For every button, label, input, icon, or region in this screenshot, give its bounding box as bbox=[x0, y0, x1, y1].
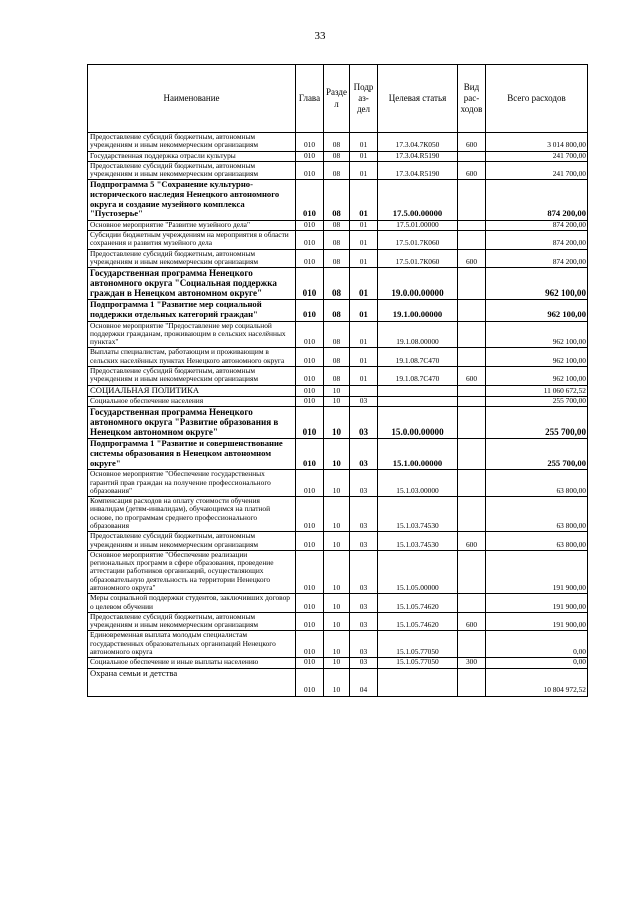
row-amount: 0,00 bbox=[486, 631, 588, 658]
row-name: Государственная поддержка отрасли культуры bbox=[88, 151, 296, 161]
row-amount: 255 700,00 bbox=[486, 397, 588, 407]
table-row bbox=[88, 532, 588, 551]
row-name: Государственная программа Ненецкого автономного округа "Социальная поддержка граждан в Ненецком автономном округе" bbox=[88, 268, 296, 300]
row-podrazdel: 01 bbox=[350, 348, 378, 367]
row-target-article: 17.5.01.7К060 bbox=[378, 231, 458, 250]
row-amount: 874 200,00 bbox=[486, 220, 588, 230]
row-glava: 010 bbox=[296, 133, 324, 152]
row-name: Основное мероприятие "Обеспечение реализации региональных программ в сфере образования, проведение аттестации работников организаций, осуществляющих образовательную деятельность на территории Ненецкого автономного округа" bbox=[88, 550, 296, 593]
row-razdel: 08 bbox=[324, 366, 350, 385]
table-row bbox=[88, 268, 588, 300]
table-row bbox=[88, 658, 588, 668]
row-target-article: 17.3.04.7К050 bbox=[378, 133, 458, 152]
row-podrazdel: 01 bbox=[350, 180, 378, 221]
row-podrazdel: 01 bbox=[350, 268, 378, 300]
table-row bbox=[88, 550, 588, 593]
row-target-article: 15.1.05.74620 bbox=[378, 594, 458, 613]
row-podrazdel: 03 bbox=[350, 470, 378, 497]
table-row bbox=[88, 231, 588, 250]
row-podrazdel: 03 bbox=[350, 594, 378, 613]
row-name: Предоставление субсидий бюджетным, автономным учреждениям и иным некоммерческим организациям bbox=[88, 612, 296, 631]
row-razdel: 10 bbox=[324, 594, 350, 613]
row-name: Основное мероприятие "Предоставление мер социальной поддержки гражданам, проживающим в сельских населённых пунктах" bbox=[88, 321, 296, 348]
row-glava: 010 bbox=[296, 249, 324, 268]
row-podrazdel: 03 bbox=[350, 550, 378, 593]
row-podrazdel: 03 bbox=[350, 397, 378, 407]
row-name: Предоставление субсидий бюджетным, автономным учреждениям и иным некоммерческим организациям bbox=[88, 161, 296, 180]
row-target-article: 15.1.05.00000 bbox=[378, 550, 458, 593]
row-amount: 63 800,00 bbox=[486, 532, 588, 551]
row-expense-type bbox=[458, 231, 486, 250]
row-expense-type bbox=[458, 631, 486, 658]
row-podrazdel: 01 bbox=[350, 231, 378, 250]
row-target-article: 19.1.08.7С470 bbox=[378, 348, 458, 367]
row-expense-type bbox=[458, 550, 486, 593]
row-target-article: 15.1.00.00000 bbox=[378, 439, 458, 470]
row-expense-type bbox=[458, 321, 486, 348]
row-expense-type: 600 bbox=[458, 249, 486, 268]
table-row bbox=[88, 612, 588, 631]
row-podrazdel: 01 bbox=[350, 161, 378, 180]
row-expense-type bbox=[458, 348, 486, 367]
row-amount: 874 200,00 bbox=[486, 249, 588, 268]
table-body bbox=[88, 133, 588, 697]
row-glava: 010 bbox=[296, 532, 324, 551]
row-name: СОЦИАЛЬНАЯ ПОЛИТИКА bbox=[88, 385, 296, 397]
header-total: Всего расходов bbox=[486, 65, 588, 133]
row-target-article: 19.1.08.00000 bbox=[378, 321, 458, 348]
table-row bbox=[88, 470, 588, 497]
row-expense-type: 600 bbox=[458, 532, 486, 551]
row-expense-type bbox=[458, 180, 486, 221]
row-glava: 010 bbox=[296, 439, 324, 470]
row-name: Предоставление субсидий бюджетным, автономным учреждениям и иным некоммерческим организациям bbox=[88, 532, 296, 551]
table-row bbox=[88, 631, 588, 658]
table-row bbox=[88, 348, 588, 367]
table-row bbox=[88, 321, 588, 348]
table-row bbox=[88, 161, 588, 180]
row-razdel: 10 bbox=[324, 658, 350, 668]
row-glava: 010 bbox=[296, 161, 324, 180]
row-podrazdel: 01 bbox=[350, 133, 378, 152]
table-row bbox=[88, 397, 588, 407]
row-name: Предоставление субсидий бюджетным, автономным учреждениям и иным некоммерческим организациям bbox=[88, 249, 296, 268]
row-expense-type bbox=[458, 407, 486, 439]
row-glava: 010 bbox=[296, 231, 324, 250]
row-glava: 010 bbox=[296, 385, 324, 397]
row-glava: 010 bbox=[296, 180, 324, 221]
header-name: Наименование bbox=[88, 65, 296, 133]
row-glava: 010 bbox=[296, 220, 324, 230]
row-glava: 010 bbox=[296, 348, 324, 367]
row-expense-type bbox=[458, 220, 486, 230]
row-name: Меры социальной поддержки студентов, заключивших договор о целевом обучении bbox=[88, 594, 296, 613]
row-razdel: 10 bbox=[324, 532, 350, 551]
table-row bbox=[88, 220, 588, 230]
row-expense-type: 300 bbox=[458, 658, 486, 668]
table-row bbox=[88, 439, 588, 470]
row-name: Социальное обеспечение населения bbox=[88, 397, 296, 407]
row-expense-type: 600 bbox=[458, 612, 486, 631]
row-razdel: 08 bbox=[324, 133, 350, 152]
row-amount: 191 900,00 bbox=[486, 550, 588, 593]
row-expense-type bbox=[458, 668, 486, 696]
row-razdel: 10 bbox=[324, 385, 350, 397]
row-razdel: 10 bbox=[324, 470, 350, 497]
row-name: Основное мероприятие "Обеспечение государственных гарантий прав граждан на получение профессионального образования" bbox=[88, 470, 296, 497]
table-row bbox=[88, 407, 588, 439]
header-vid: Вид рас- ходов bbox=[458, 65, 486, 133]
row-name: Государственная программа Ненецкого автономного округа "Развитие образования в Ненецком автономном округе" bbox=[88, 407, 296, 439]
row-amount: 241 700,00 bbox=[486, 161, 588, 180]
row-name: Подпрограмма 1 "Развитие и совершенствование системы образования в Ненецком автономном округе" bbox=[88, 439, 296, 470]
row-podrazdel: 01 bbox=[350, 366, 378, 385]
row-target-article: 15.1.03.74530 bbox=[378, 497, 458, 532]
row-target-article: 15.1.03.00000 bbox=[378, 470, 458, 497]
row-amount: 874 200,00 bbox=[486, 180, 588, 221]
row-razdel: 08 bbox=[324, 151, 350, 161]
row-razdel: 08 bbox=[324, 161, 350, 180]
header-razdel: Разде л bbox=[324, 65, 350, 133]
row-target-article: 19.1.00.00000 bbox=[378, 300, 458, 321]
row-podrazdel: 01 bbox=[350, 220, 378, 230]
row-target-article: 17.5.01.00000 bbox=[378, 220, 458, 230]
row-amount: 191 900,00 bbox=[486, 612, 588, 631]
row-razdel: 10 bbox=[324, 612, 350, 631]
row-amount: 962 100,00 bbox=[486, 348, 588, 367]
row-glava: 010 bbox=[296, 668, 324, 696]
row-name: Компенсация расходов на оплату стоимости обучения инвалидам (детям-инвалидам), обучающимся на платной основе, по программам среднего профессионального образования bbox=[88, 497, 296, 532]
row-glava: 010 bbox=[296, 497, 324, 532]
row-expense-type bbox=[458, 268, 486, 300]
row-razdel: 10 bbox=[324, 668, 350, 696]
row-podrazdel: 04 bbox=[350, 668, 378, 696]
row-glava: 010 bbox=[296, 407, 324, 439]
row-target-article: 19.0.00.00000 bbox=[378, 268, 458, 300]
row-glava: 010 bbox=[296, 151, 324, 161]
row-razdel: 10 bbox=[324, 439, 350, 470]
table-row bbox=[88, 180, 588, 221]
row-target-article: 19.1.08.7С470 bbox=[378, 366, 458, 385]
row-glava: 010 bbox=[296, 268, 324, 300]
row-podrazdel: 03 bbox=[350, 612, 378, 631]
header-stat: Целевая статья bbox=[378, 65, 458, 133]
row-target-article: 17.3.04.R5190 bbox=[378, 161, 458, 180]
table-row bbox=[88, 249, 588, 268]
row-razdel: 08 bbox=[324, 220, 350, 230]
row-podrazdel: 01 bbox=[350, 300, 378, 321]
row-razdel: 08 bbox=[324, 300, 350, 321]
row-glava: 010 bbox=[296, 631, 324, 658]
row-podrazdel: 01 bbox=[350, 151, 378, 161]
row-glava: 010 bbox=[296, 658, 324, 668]
row-name: Подпрограмма 5 "Сохранение культурно-исторического наследия Ненецкого автономного округа и создание музейного комплекса "Пустозерье" bbox=[88, 180, 296, 221]
row-expense-type bbox=[458, 594, 486, 613]
header-glava: Глава bbox=[296, 65, 324, 133]
row-razdel: 08 bbox=[324, 231, 350, 250]
row-razdel: 08 bbox=[324, 249, 350, 268]
table-row bbox=[88, 497, 588, 532]
row-target-article bbox=[378, 397, 458, 407]
row-razdel: 10 bbox=[324, 397, 350, 407]
row-expense-type bbox=[458, 439, 486, 470]
row-amount: 0,00 bbox=[486, 658, 588, 668]
row-podrazdel: 01 bbox=[350, 249, 378, 268]
row-expense-type: 600 bbox=[458, 366, 486, 385]
row-name: Предоставление субсидий бюджетным, автономным учреждениям и иным некоммерческим организациям bbox=[88, 133, 296, 152]
row-amount: 255 700,00 bbox=[486, 407, 588, 439]
row-name: Социальное обеспечение и иные выплаты населению bbox=[88, 658, 296, 668]
row-expense-type: 600 bbox=[458, 133, 486, 152]
row-name: Подпрограмма 1 "Развитие мер социальной поддержки отдельных категорий граждан" bbox=[88, 300, 296, 321]
row-amount: 10 804 972,52 bbox=[486, 668, 588, 696]
row-razdel: 10 bbox=[324, 631, 350, 658]
row-target-article: 17.3.04.R5190 bbox=[378, 151, 458, 161]
row-podrazdel: 03 bbox=[350, 658, 378, 668]
row-expense-type bbox=[458, 497, 486, 532]
header-podrazdel: Подр аз- дел bbox=[350, 65, 378, 133]
row-name: Предоставление субсидий бюджетным, автономным учреждениям и иным некоммерческим организациям bbox=[88, 366, 296, 385]
budget-table bbox=[87, 64, 588, 697]
row-amount: 63 800,00 bbox=[486, 470, 588, 497]
row-podrazdel: 01 bbox=[350, 321, 378, 348]
row-expense-type bbox=[458, 397, 486, 407]
table-row bbox=[88, 385, 588, 397]
row-podrazdel: 03 bbox=[350, 532, 378, 551]
row-name: Единовременная выплата молодым специалистам государственных образовательных организаций Ненецкого автономного округа bbox=[88, 631, 296, 658]
row-razdel: 08 bbox=[324, 348, 350, 367]
row-razdel: 10 bbox=[324, 497, 350, 532]
row-target-article bbox=[378, 385, 458, 397]
row-target-article: 15.1.05.77050 bbox=[378, 658, 458, 668]
table-row bbox=[88, 366, 588, 385]
row-amount: 962 100,00 bbox=[486, 366, 588, 385]
row-target-article: 15.1.03.74530 bbox=[378, 532, 458, 551]
table-row bbox=[88, 668, 588, 696]
row-razdel: 08 bbox=[324, 321, 350, 348]
row-amount: 191 900,00 bbox=[486, 594, 588, 613]
row-amount: 962 100,00 bbox=[486, 268, 588, 300]
row-expense-type bbox=[458, 470, 486, 497]
table-row bbox=[88, 133, 588, 152]
row-glava: 010 bbox=[296, 612, 324, 631]
row-amount: 63 800,00 bbox=[486, 497, 588, 532]
row-razdel: 08 bbox=[324, 180, 350, 221]
row-glava: 010 bbox=[296, 470, 324, 497]
row-razdel: 10 bbox=[324, 550, 350, 593]
row-glava: 010 bbox=[296, 397, 324, 407]
row-target-article: 15.1.05.74620 bbox=[378, 612, 458, 631]
row-expense-type bbox=[458, 300, 486, 321]
row-amount: 962 100,00 bbox=[486, 321, 588, 348]
row-podrazdel: 03 bbox=[350, 497, 378, 532]
row-name: Выплаты специалистам, работающим и проживающим в сельских населённых пунктах Ненецкого автономного округа bbox=[88, 348, 296, 367]
row-glava: 010 bbox=[296, 366, 324, 385]
row-amount: 241 700,00 bbox=[486, 151, 588, 161]
row-amount: 255 700,00 bbox=[486, 439, 588, 470]
row-target-article: 17.5.01.7К060 bbox=[378, 249, 458, 268]
row-name: Субсидии бюджетным учреждениям на мероприятия в области сохранения и развития музейного дела bbox=[88, 231, 296, 250]
row-podrazdel: 03 bbox=[350, 407, 378, 439]
row-target-article bbox=[378, 668, 458, 696]
row-target-article: 15.1.05.77050 bbox=[378, 631, 458, 658]
row-expense-type bbox=[458, 151, 486, 161]
row-glava: 010 bbox=[296, 321, 324, 348]
row-razdel: 10 bbox=[324, 407, 350, 439]
row-amount: 874 200,00 bbox=[486, 231, 588, 250]
row-razdel: 08 bbox=[324, 268, 350, 300]
row-name: Основное мероприятие "Развитие музейного дела" bbox=[88, 220, 296, 230]
row-amount: 962 100,00 bbox=[486, 300, 588, 321]
row-podrazdel: 03 bbox=[350, 631, 378, 658]
row-target-article: 17.5.00.00000 bbox=[378, 180, 458, 221]
row-expense-type bbox=[458, 385, 486, 397]
row-amount: 11 060 672,52 bbox=[486, 385, 588, 397]
row-target-article: 15.0.00.00000 bbox=[378, 407, 458, 439]
row-glava: 010 bbox=[296, 300, 324, 321]
row-glava: 010 bbox=[296, 550, 324, 593]
table-header-row bbox=[88, 65, 588, 133]
table-row bbox=[88, 151, 588, 161]
row-podrazdel: 03 bbox=[350, 439, 378, 470]
page-number: 33 bbox=[314, 30, 326, 42]
table-row bbox=[88, 594, 588, 613]
row-amount: 3 014 800,00 bbox=[486, 133, 588, 152]
row-podrazdel bbox=[350, 385, 378, 397]
row-name: Охрана семьи и детства bbox=[88, 668, 296, 696]
table-row bbox=[88, 300, 588, 321]
row-expense-type: 600 bbox=[458, 161, 486, 180]
row-glava: 010 bbox=[296, 594, 324, 613]
